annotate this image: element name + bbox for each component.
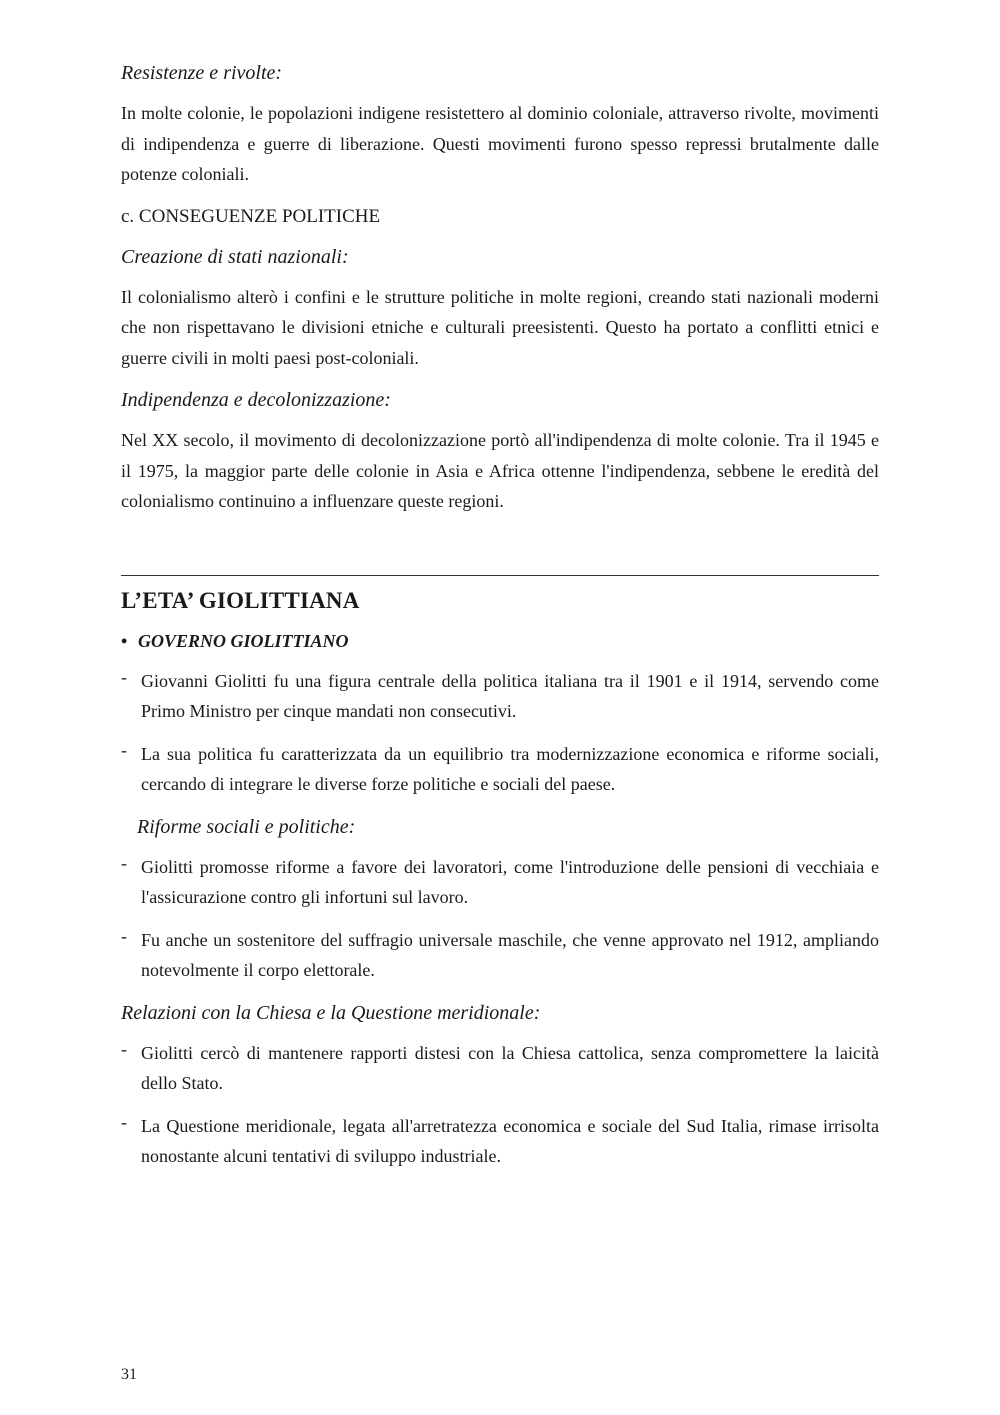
dash-icon: -: [121, 852, 127, 873]
dash-icon: -: [121, 666, 127, 687]
list-item: [121, 1038, 879, 1099]
riforme-list: [121, 852, 879, 986]
subheading-relazioni: Relazioni con la Chiesa e la Questione meridionale:: [121, 1001, 541, 1024]
list-item-text: La Questione meridionale, legata all'arretratezza economica e sociale del Sud Italia, rimase irrisolta nonostante alcuni tentativi di sviluppo industriale.: [141, 1115, 879, 1166]
subheading-riforme: Riforme sociali e politiche:: [137, 815, 356, 838]
bullet-icon: •: [121, 630, 128, 651]
paragraph-creazione: Il colonialismo alterò i confini e le strutture politiche in molte regioni, creando stati nazionali moderni che non rispettavano le divisioni etniche e culturali preesistenti. Questo ha portato a conflitti etnici e guerre civili in molti paesi post-coloniali.: [121, 286, 879, 368]
dash-icon: -: [121, 739, 127, 760]
paragraph-indipendenza: Nel XX secolo, il movimento di decolonizzazione portò all'indipendenza di molte colonie. Tra il 1945 e il 1975, la maggior parte delle colonie in Asia e Africa ottenne l'indipendenza, sebbene le eredità del colonialismo continuino a influenzare queste regioni.: [121, 430, 879, 511]
bullet-heading-label: GOVERNO GIOLITTIANO: [138, 630, 349, 651]
section-label-conseguenze: c. CONSEGUENZE POLITICHE: [121, 205, 381, 227]
list-item-text: Giolitti promosse riforme a favore dei lavoratori, come l'introduzione delle pensioni di vecchiaia e l'assicurazione contro gli infortuni sul lavoro.: [141, 856, 879, 907]
list-item: [121, 852, 879, 913]
governo-list: [121, 666, 879, 800]
list-item: [121, 925, 879, 986]
dash-icon: -: [121, 1111, 127, 1132]
subheading-resistenze: Resistenze e rivolte:: [121, 62, 283, 84]
list-item-text: La sua politica fu caratterizzata da un equilibrio tra modernizzazione economica e riforme sociali, cercando di integrare le diverse forze politiche e sociali del paese.: [141, 743, 879, 794]
list-item: [121, 739, 879, 800]
dash-icon: -: [121, 1038, 127, 1059]
relazioni-list: [121, 1038, 879, 1172]
page-number: 31: [121, 1366, 137, 1383]
dash-icon: -: [121, 925, 127, 946]
bullet-heading-governo: [121, 626, 879, 656]
list-item-text: Giovanni Giolitti fu una figura centrale della politica italiana tra il 1901 e il 1914, servendo come Primo Ministro per cinque mandati non consecutivi.: [141, 670, 879, 721]
list-item-text: Fu anche un sostenitore del suffragio universale maschile, che venne approvato nel 1912, ampliando notevolmente il corpo elettorale.: [141, 929, 879, 980]
list-item-text: Giolitti cercò di mantenere rapporti distesi con la Chiesa cattolica, senza compromettere la laicità dello Stato.: [141, 1042, 879, 1093]
subheading-creazione: Creazione di stati nazionali:: [121, 245, 349, 268]
section-divider: [121, 575, 879, 576]
list-item: [121, 1111, 879, 1172]
chapter-title: L’ETA’ GIOLITTIANA: [121, 587, 360, 613]
subheading-indipendenza: Indipendenza e decolonizzazione:: [121, 389, 391, 411]
list-item: [121, 666, 879, 727]
document-page: [121, 58, 879, 1184]
paragraph-resistenze: In molte colonie, le popolazioni indigene resistettero al dominio coloniale, attraverso rivolte, movimenti di indipendenza e guerre di liberazione. Questi movimenti furono spesso repressi brutalmente dalle potenze coloniali.: [121, 103, 879, 184]
